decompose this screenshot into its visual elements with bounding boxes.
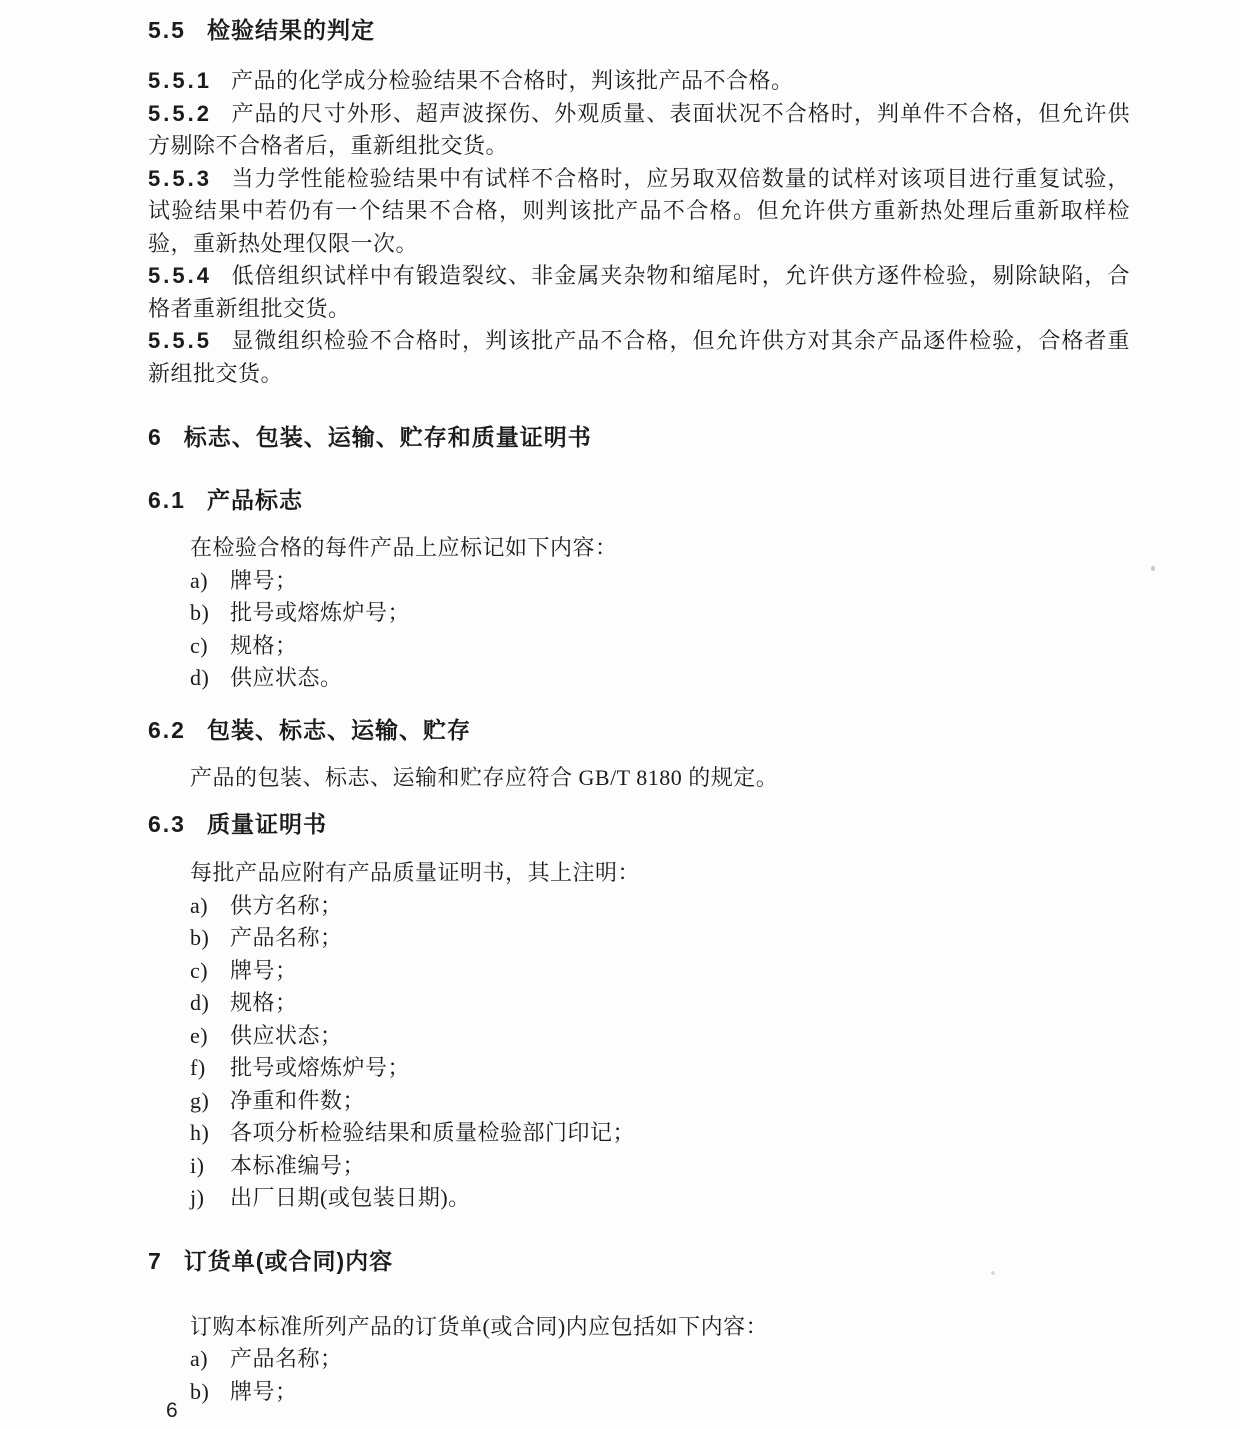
list-item-6-3-g	[148, 1085, 1130, 1118]
list-letter: h)	[190, 1120, 210, 1145]
section-5-5-heading	[148, 13, 1130, 47]
list-text: 产品名称；	[230, 925, 343, 950]
list-item-6-3-d	[148, 987, 1130, 1020]
list-item-6-1-d	[148, 662, 1130, 695]
section-title: 质量证明书	[206, 811, 327, 837]
scan-speckle	[1151, 566, 1155, 571]
section-number: 6.1	[148, 487, 186, 513]
list-text: 牌号；	[230, 567, 298, 593]
list-text: 批号或熔炼炉号；	[230, 600, 411, 625]
section-6-3-heading	[148, 807, 1130, 841]
section-number: 7	[148, 1247, 163, 1274]
list-letter: b)	[190, 600, 210, 625]
list-item-6-3-h	[148, 1117, 1130, 1150]
list-letter: b)	[190, 925, 210, 950]
list-item-6-3-c	[148, 955, 1130, 988]
list-text: 规格；	[230, 990, 298, 1015]
section-6-2-heading	[148, 713, 1130, 747]
clause-number: 5.5.3	[148, 165, 212, 191]
list-item-7-b	[148, 1376, 1130, 1409]
clause-5-5-5	[148, 325, 1130, 390]
clause-text: 产品的尺寸外形、超声波探伤、外观质量、表面状况不合格时，判单件不合格，但允许供方剔除不合格者后，重新组批交货。	[148, 100, 1130, 158]
section-number: 6.2	[148, 716, 186, 743]
page-content	[148, 13, 1130, 1408]
clause-number: 5.5.2	[148, 100, 212, 126]
list-item-6-3-b	[148, 922, 1130, 955]
clause-6-2-text: 产品的包装、标志、运输和贮存应符合 GB/T 8180 的规定。	[190, 764, 779, 790]
list-item-6-1-b	[148, 597, 1130, 630]
list-item-6-3-j	[148, 1182, 1130, 1215]
section-title: 订货单(或合同)内容	[183, 1247, 394, 1274]
list-item-6-1-a	[148, 565, 1130, 598]
clause-5-5-3	[148, 163, 1130, 261]
list-text: 牌号；	[230, 957, 298, 983]
section-6-1-heading	[148, 483, 1130, 517]
clause-7-intro: 订购本标准所列产品的订货单(或合同)内应包括如下内容：	[190, 1313, 769, 1339]
clause-6-3-intro: 每批产品应附有产品质量证明书，其上注明：	[190, 860, 641, 885]
list-item-6-1-c	[148, 630, 1130, 663]
list-item-6-3-f	[148, 1052, 1130, 1085]
clause-5-5-2	[148, 98, 1130, 163]
list-letter: a)	[190, 567, 209, 593]
section-title: 包装、标志、运输、贮存	[206, 716, 471, 743]
list-letter: i)	[190, 1152, 205, 1178]
section-number: 6.3	[148, 811, 186, 837]
list-item-6-3-e	[148, 1020, 1130, 1053]
list-letter: j)	[190, 1185, 205, 1210]
list-letter: f)	[190, 1055, 206, 1080]
list-letter: a)	[190, 1346, 209, 1371]
list-letter: b)	[190, 1378, 210, 1404]
section-number: 5.5	[148, 17, 186, 43]
clause-text: 显微组织检验不合格时，判该批产品不合格，但允许供方对其余产品逐件检验，合格者重新组批交货。	[148, 328, 1130, 386]
list-letter: d)	[190, 990, 210, 1015]
list-letter: c)	[190, 957, 209, 983]
list-text: 本标准编号；	[230, 1152, 366, 1178]
list-text: 规格；	[230, 632, 298, 658]
list-text: 批号或熔炼炉号；	[230, 1055, 411, 1080]
page-number: 6	[166, 1399, 178, 1422]
section-title: 标志、包装、运输、贮存和质量证明书	[183, 424, 592, 450]
clause-5-5-1	[148, 65, 1130, 98]
section-7-heading	[148, 1244, 1130, 1278]
list-letter: e)	[190, 1022, 209, 1048]
clause-number: 5.5.1	[148, 68, 212, 93]
list-letter: c)	[190, 632, 209, 658]
clause-number: 5.5.4	[148, 263, 212, 288]
list-text: 出厂日期(或包装日期)。	[230, 1185, 471, 1210]
list-text: 供应状态；	[230, 1022, 343, 1048]
list-letter: g)	[190, 1087, 210, 1113]
list-text: 各项分析检验结果和质量检验部门印记；	[230, 1120, 636, 1145]
list-text: 供应状态。	[230, 665, 343, 690]
section-title: 检验结果的判定	[206, 17, 375, 43]
section-6-heading	[148, 420, 1130, 454]
clause-number: 5.5.5	[148, 328, 212, 353]
section-number: 6	[148, 424, 163, 450]
list-letter: a)	[190, 892, 209, 918]
list-text: 牌号；	[230, 1378, 298, 1404]
list-text: 产品名称；	[230, 1346, 343, 1371]
list-item-6-3-a	[148, 890, 1130, 923]
list-item-7-a	[148, 1343, 1130, 1376]
section-title: 产品标志	[206, 487, 303, 513]
list-letter: d)	[190, 665, 210, 690]
list-item-6-3-i	[148, 1150, 1130, 1183]
list-text: 供方名称；	[230, 892, 343, 918]
clause-text: 当力学性能检验结果中有试样不合格时，应另取双倍数量的试样对该项目进行重复试验，试验结果中若仍有一个结果不合格，则判该批产品不合格。但允许供方重新热处理后重新取样检验，重新热处理仅限一次。	[148, 165, 1130, 256]
clause-6-1-intro: 在检验合格的每件产品上应标记如下内容：	[190, 535, 618, 560]
clause-text: 产品的化学成分检验结果不合格时，判该批产品不合格。	[230, 68, 794, 93]
scan-speckle	[991, 1271, 995, 1275]
clause-5-5-4	[148, 260, 1130, 325]
clause-text: 低倍组织试样中有锻造裂纹、非金属夹杂物和缩尾时，允许供方逐件检验，剔除缺陷，合格者重新组批交货。	[148, 263, 1130, 321]
list-text: 净重和件数；	[230, 1087, 366, 1113]
